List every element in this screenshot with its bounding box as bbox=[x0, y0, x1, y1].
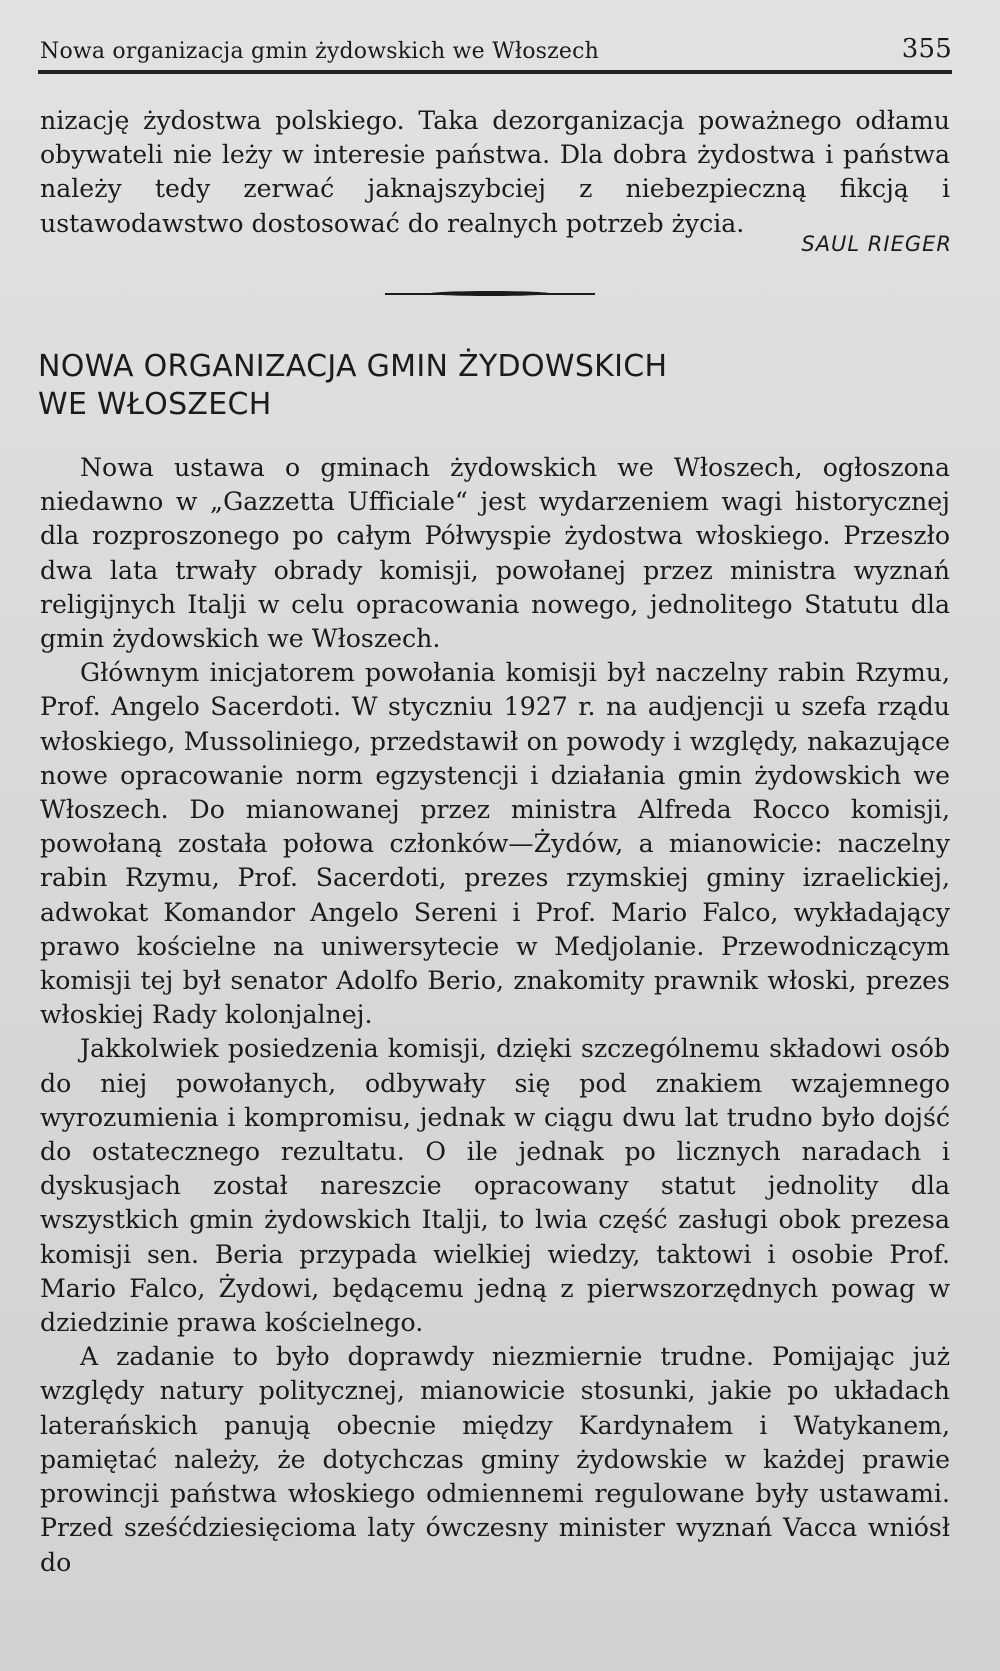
body-paragraph: Nowa ustawa o gminach żydowskich we Włoszech, ogłoszona niedawno w „Gazzetta Ufficiale“ jest wydarzeniem wagi historycznej dla rozproszonego po całym Półwyspie żydostwa włoskiego. Przeszło dwa lata trwały obrady komisji, powołanej przez ministra wyznań religijnych Italji w celu opracowania nowego, jednolitego Statutu dla gmin żydowskich we Włoszech. bbox=[40, 453, 950, 654]
body-paragraph: Jakkolwiek posiedzenia komisji, dzięki szczególnemu składowi osób do niej powołanych, odbywały się pod znakiem wzajemnego wyrozumienia i kompromisu, jednak w ciągu dwu lat trudno było dojść do ostatecznego rezultatu. O ile jednak po licznych naradach i dyskusjach został nareszcie opracowany statut jednolity dla wszystkich gmin żydowskich Italji, to lwia część zasługi obok prezesa komisji sen. Beria przypada wielkiej wiedzy, taktowi i osobie Prof. Mario Falco, Żydowi, będącemu jedną z pierwszorzędnych powag w dziedzinie prawa kościelnego. bbox=[40, 1034, 950, 1338]
previous-article-ending bbox=[40, 104, 950, 241]
article-title bbox=[38, 348, 938, 424]
article-body bbox=[40, 451, 950, 1580]
body-paragraph: Głównym inicjatorem powołania komisji był naczelny rabin Rzymu, Prof. Angelo Sacerdoti. W styczniu 1927 r. na audjencji u szefa rządu włoskiego, Mussoliniego, przedstawił on powody i względy, nakazujące nowe opracowanie norm egzystencji i działania gmin żydowskich we Włoszech. Do mianowanej przez ministra Alfreda Rocco komisji, powołaną została połowa członków—Żydów, a mianowicie: naczelny rabin Rzymu, Prof. Sacerdoti, prezes rzymskiej gminy izraelickiej, adwokat Komandor Angelo Sereni i Prof. Mario Falco, wykładający prawo kościelne na uniwersytecie w Medjolanie. Przewodniczącym komisji tej był senator Adolfo Berio, znakomity prawnik włoski, prezes włoskiej Rady kolonjalnej. bbox=[40, 658, 950, 1030]
article-title-line-1: NOWA ORGANIZACJA GMIN ŻYDOWSKICH bbox=[38, 349, 668, 384]
header-rule bbox=[38, 70, 952, 74]
running-title: Nowa organizacja gmin żydowskich we Włoszech bbox=[40, 39, 600, 64]
page-number: 355 bbox=[901, 34, 952, 64]
article-title-line-2: WE WŁOSZECH bbox=[38, 387, 272, 422]
running-header bbox=[40, 34, 952, 64]
continuation-paragraph: nizację żydostwa polskiego. Taka dezorganizacja poważnego odłamu obywateli nie leży w interesie państwa. Dla dobra żydostwa i państwa należy tedy zerwać jaknajszybciej z niebezpieczną fikcją i ustawodawstwo dostosować do realnych potrzeb życia. bbox=[40, 106, 950, 238]
body-paragraph: A zadanie to było doprawdy niezmiernie trudne. Pomijając już względy natury politycznej, mianowicie stosunki, jakie po układach laterańskich panują obecnie między Kardynałem i Watykanem, pamiętać należy, że dotychczas gminy żydowskie w każdej prawie prowincji państwa włoskiego odmiennemi regulowane były ustawami. Przed sześćdziesięcioma laty ówczesny minister wyznań Vacca wniósł do bbox=[40, 1342, 950, 1577]
section-divider-ornament bbox=[385, 290, 595, 298]
author-signature: SAUL RIEGER bbox=[801, 232, 952, 256]
